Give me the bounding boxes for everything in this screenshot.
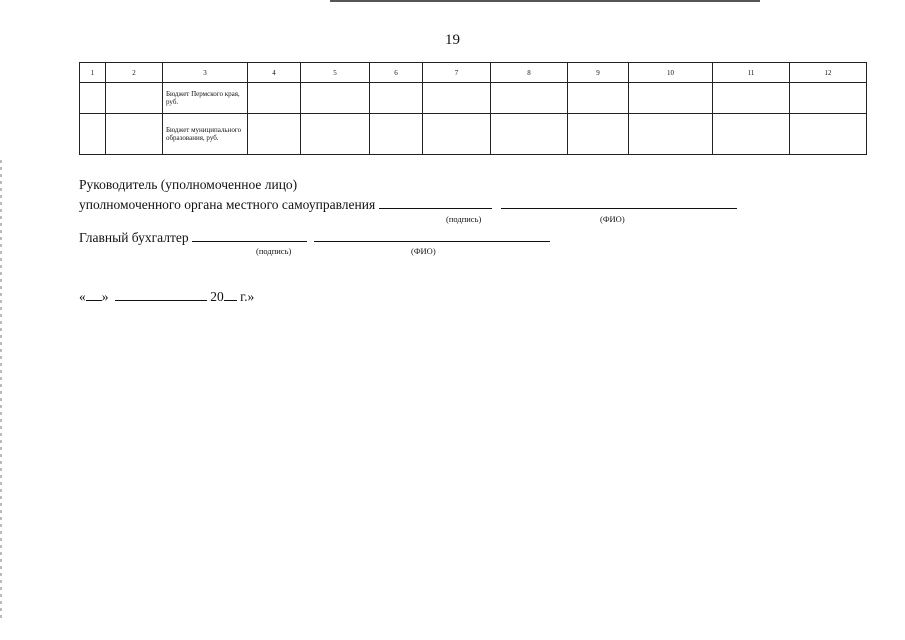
table-cell [491,114,568,155]
table-row [80,114,867,155]
head-title-line2 [79,196,737,213]
table-cell [629,114,713,155]
table-cell [80,83,106,114]
accountant-row [79,229,550,246]
report-table [79,62,867,155]
table-header-row [80,63,867,83]
accountant-signature-line [192,229,307,242]
table-row [80,83,867,114]
head-signature-line [379,196,492,209]
date-year-prefix: 20 [210,289,224,304]
date-year-line [224,288,237,301]
table-cell [370,114,423,155]
accountant-signature-caption: (подпись) [256,246,292,256]
table-cell [370,83,423,114]
page-number: 19 [445,32,460,48]
column-header: 2 [106,63,163,83]
column-header: 12 [790,63,867,83]
table-cell [248,114,301,155]
column-header: 3 [163,63,248,83]
table-cell [713,114,790,155]
column-header: 5 [301,63,370,83]
table-cell [790,83,867,114]
head-title-line1: Руководитель (уполномоченное лицо) [79,177,298,192]
table-cell [106,83,163,114]
accountant-name-line [314,229,550,242]
table-cell [423,114,491,155]
table-cell [568,83,629,114]
column-header: 7 [423,63,491,83]
table-cell-label: Бюджет муниципального образования, руб. [163,114,248,155]
table-cell [629,83,713,114]
head-signature-caption: (подпись) [446,214,482,224]
date-close-quote: » [101,289,109,304]
table-cell [301,114,370,155]
column-header: 9 [568,63,629,83]
scan-top-edge [0,0,905,2]
head-name-caption: (ФИО) [600,214,625,224]
date-month-line [115,288,207,301]
column-header: 4 [248,63,301,83]
column-header: 10 [629,63,713,83]
column-header: 1 [80,63,106,83]
table-cell [248,83,301,114]
table-cell [423,83,491,114]
date-suffix: г.» [240,289,255,304]
column-header: 8 [491,63,568,83]
table-cell [106,114,163,155]
table-cell-label: Бюджет Пермского края, руб. [163,83,248,114]
date-open-quote: « [79,289,86,304]
head-title-line2-text: уполномоченного органа местного самоуправления [79,197,376,212]
table-cell [568,114,629,155]
table-cell [491,83,568,114]
date-line [79,288,254,305]
accountant-title: Главный бухгалтер [79,230,189,245]
table-cell [713,83,790,114]
table-cell [80,114,106,155]
date-day-line [86,288,102,301]
head-name-line [501,196,737,209]
table-cell [301,83,370,114]
column-header: 6 [370,63,423,83]
column-header: 11 [713,63,790,83]
accountant-name-caption: (ФИО) [411,246,436,256]
table-cell [790,114,867,155]
scan-left-edge [0,160,2,620]
